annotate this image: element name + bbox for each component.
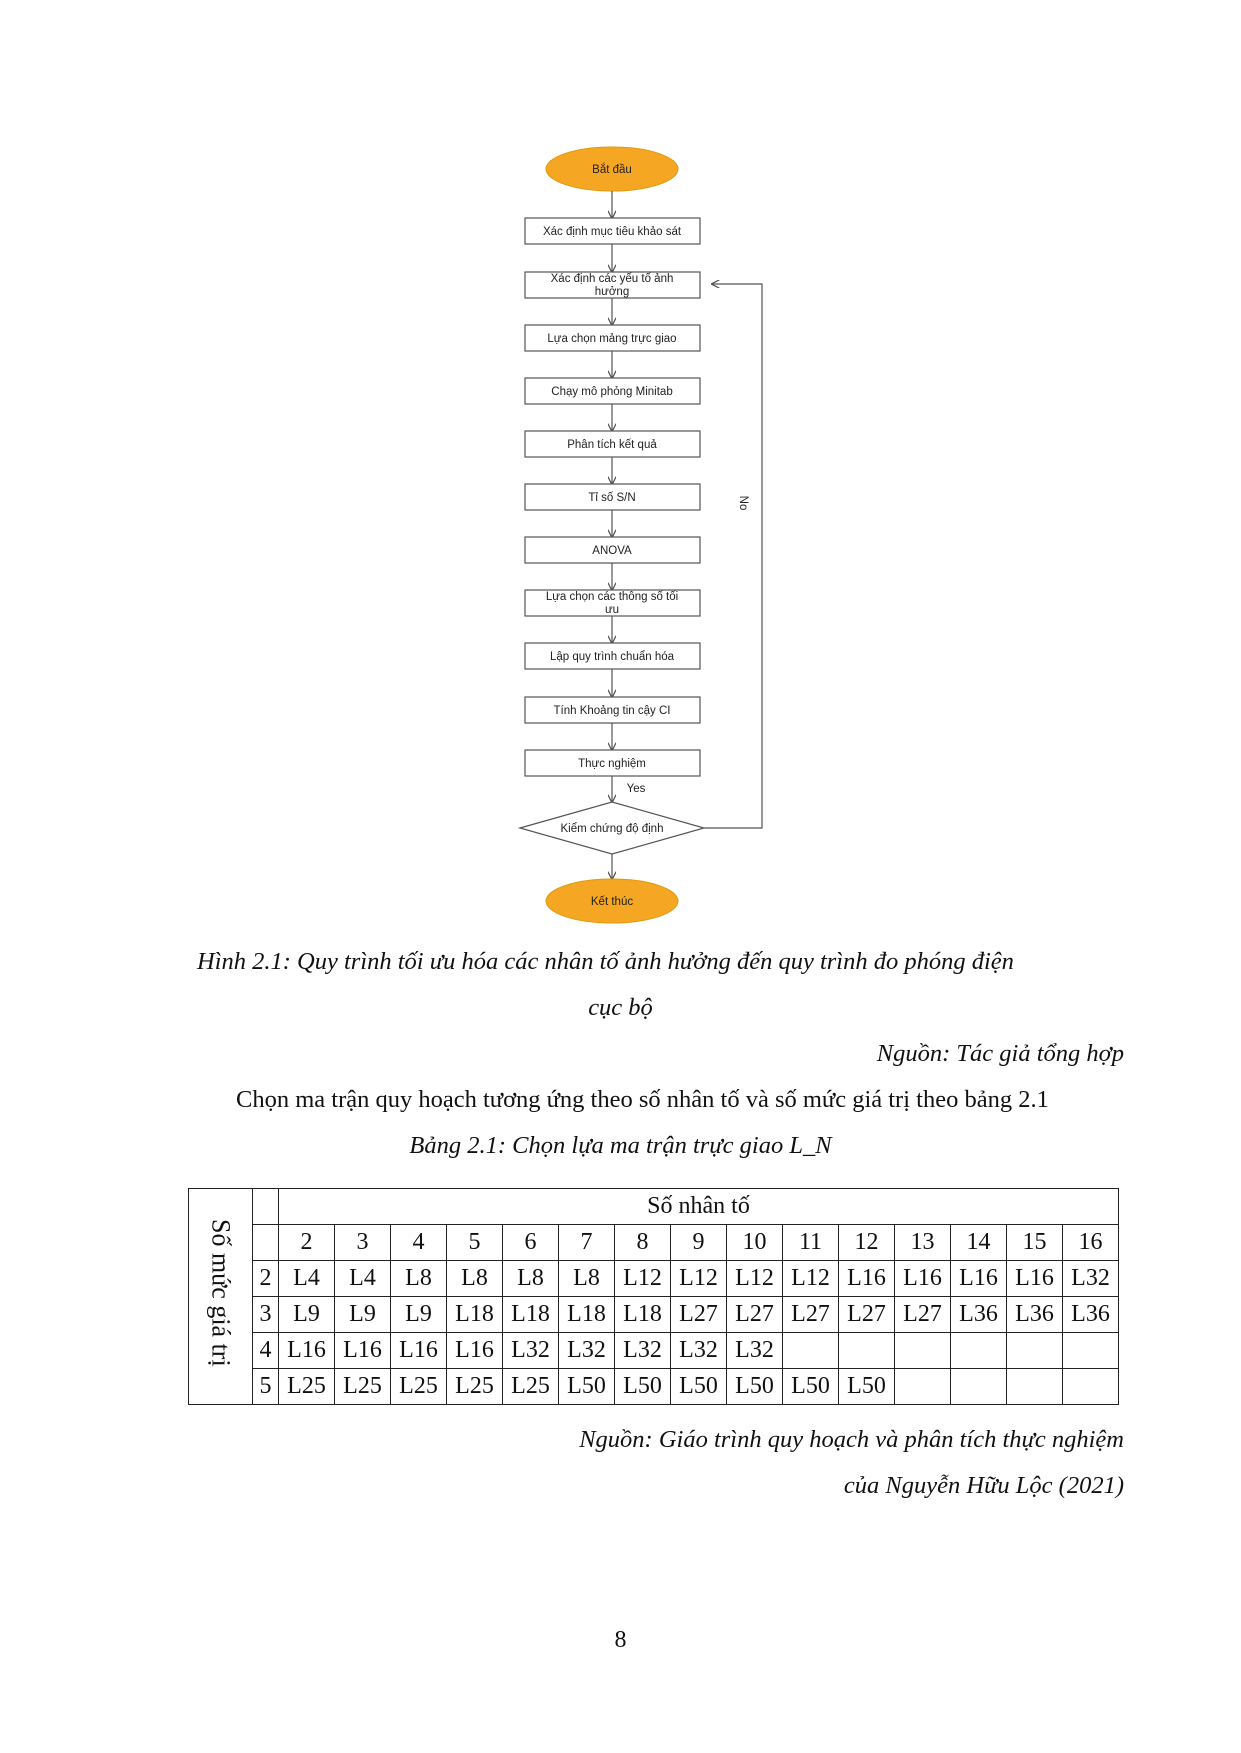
array-cell: L9 <box>335 1297 391 1333</box>
array-cell: L32 <box>671 1333 727 1369</box>
array-cell: L12 <box>615 1261 671 1297</box>
array-cell: L50 <box>671 1369 727 1405</box>
process-label-2-b: hưởng <box>594 286 630 298</box>
factor-count-cell: 10 <box>727 1225 783 1261</box>
table-row <box>189 1297 1119 1333</box>
array-cell: L8 <box>503 1261 559 1297</box>
array-cell <box>895 1333 951 1369</box>
array-cell: L27 <box>783 1297 839 1333</box>
factor-count-cell: 12 <box>839 1225 895 1261</box>
process-label-3: Lựa chọn mảng trực giao <box>547 333 677 345</box>
array-cell: L50 <box>727 1369 783 1405</box>
level-cell: 4 <box>253 1333 279 1369</box>
array-cell: L16 <box>1007 1261 1063 1297</box>
array-cell: L16 <box>951 1261 1007 1297</box>
array-cell: L27 <box>671 1297 727 1333</box>
yes-label: Yes <box>626 783 646 795</box>
array-cell <box>1063 1369 1119 1405</box>
array-cell: L36 <box>1007 1297 1063 1333</box>
factor-count-cell: 9 <box>671 1225 727 1261</box>
decision-label: Kiểm chứng độ định <box>560 823 664 835</box>
end-label: Kết thúc <box>590 896 634 908</box>
process-label-6: Tỉ số S/N <box>588 492 636 504</box>
factor-count-cell: 6 <box>503 1225 559 1261</box>
array-cell: L18 <box>447 1297 503 1333</box>
factor-count-cell: 3 <box>335 1225 391 1261</box>
table-row <box>189 1369 1119 1405</box>
array-cell: L32 <box>559 1333 615 1369</box>
factor-count-cell: 16 <box>1063 1225 1119 1261</box>
row-header-cell <box>189 1189 253 1405</box>
process-label-1: Xác định mục tiêu khảo sát <box>542 226 682 238</box>
process-label-2-a: Xác định các yếu tố ảnh <box>550 273 674 285</box>
array-cell: L50 <box>615 1369 671 1405</box>
table-source-line2: của Nguyễn Hữu Lộc (2021) <box>843 1472 1124 1499</box>
array-cell: L9 <box>391 1297 447 1333</box>
array-cell: L9 <box>279 1297 335 1333</box>
corner-cell <box>253 1225 279 1261</box>
array-cell: L18 <box>503 1297 559 1333</box>
factor-count-cell: 2 <box>279 1225 335 1261</box>
array-cell: L25 <box>503 1369 559 1405</box>
array-cell <box>951 1333 1007 1369</box>
factor-count-cell: 14 <box>951 1225 1007 1261</box>
factor-count-cell: 8 <box>615 1225 671 1261</box>
array-cell: L25 <box>447 1369 503 1405</box>
array-cell: L8 <box>559 1261 615 1297</box>
array-cell: L50 <box>783 1369 839 1405</box>
factor-count-cell: 4 <box>391 1225 447 1261</box>
array-cell: L25 <box>391 1369 447 1405</box>
factor-count-cell: 11 <box>783 1225 839 1261</box>
no-label: No <box>737 495 749 511</box>
page-number: 8 <box>614 1627 627 1653</box>
array-cell: L16 <box>391 1333 447 1369</box>
array-cell <box>783 1333 839 1369</box>
array-cell: L4 <box>279 1261 335 1297</box>
array-cell: L16 <box>335 1333 391 1369</box>
array-cell: L50 <box>559 1369 615 1405</box>
process-label-8-a: Lựa chọn các thông số tối <box>545 591 679 603</box>
array-cell <box>1063 1333 1119 1369</box>
array-cell: L16 <box>839 1261 895 1297</box>
array-cell: L25 <box>335 1369 391 1405</box>
level-cell: 2 <box>253 1261 279 1297</box>
array-cell: L36 <box>1063 1297 1119 1333</box>
array-cell: L16 <box>279 1333 335 1369</box>
process-label-7: ANOVA <box>592 545 632 557</box>
process-label-9: Lập quy trình chuẩn hóa <box>549 651 675 663</box>
array-cell <box>839 1333 895 1369</box>
factor-count-cell: 5 <box>447 1225 503 1261</box>
figure-source: Nguồn: Tác giả tổng hợp <box>876 1040 1124 1067</box>
factor-count-cell: 7 <box>559 1225 615 1261</box>
level-cell: 5 <box>253 1369 279 1405</box>
corner-cell <box>253 1189 279 1225</box>
array-cell: L12 <box>671 1261 727 1297</box>
array-cell: L32 <box>1063 1261 1119 1297</box>
array-cell <box>1007 1333 1063 1369</box>
process-label-8-b: ưu <box>604 604 620 616</box>
array-cell: L25 <box>279 1369 335 1405</box>
array-cell: L8 <box>391 1261 447 1297</box>
array-cell: L18 <box>615 1297 671 1333</box>
array-cell: L16 <box>895 1261 951 1297</box>
array-cell: L27 <box>895 1297 951 1333</box>
array-cell: L16 <box>447 1333 503 1369</box>
array-cell: L50 <box>839 1369 895 1405</box>
table-source-line1: Nguồn: Giáo trình quy hoạch và phân tích thực nghiệm <box>579 1426 1124 1453</box>
no-feedback-line <box>704 284 762 828</box>
array-cell: L4 <box>335 1261 391 1297</box>
factor-count-cell: 15 <box>1007 1225 1063 1261</box>
orthogonal-array-table <box>188 1188 1119 1405</box>
row-header-label: Số mức giá trị <box>206 1219 236 1367</box>
array-cell: L27 <box>839 1297 895 1333</box>
figure-caption-line1: Hình 2.1: Quy trình tối ưu hóa các nhân tố ảnh hưởng đến quy trình đo phóng điện <box>197 948 1014 975</box>
process-label-10: Tính Khoảng tin cậy CI <box>553 705 671 717</box>
array-cell: L32 <box>615 1333 671 1369</box>
array-cell: L32 <box>727 1333 783 1369</box>
process-label-4: Chạy mô phỏng Minitab <box>551 386 673 398</box>
factor-count-cell: 13 <box>895 1225 951 1261</box>
body-paragraph: Chọn ma trận quy hoạch tương ứng theo số nhân tố và số mức giá trị theo bảng 2.1 <box>236 1086 1049 1113</box>
array-cell: L18 <box>559 1297 615 1333</box>
array-cell <box>951 1369 1007 1405</box>
array-cell: L32 <box>503 1333 559 1369</box>
process-label-5: Phân tích kết quả <box>567 439 657 451</box>
array-cell <box>1007 1369 1063 1405</box>
array-cell: L8 <box>447 1261 503 1297</box>
process-label-11: Thực nghiệm <box>578 758 646 770</box>
level-cell: 3 <box>253 1297 279 1333</box>
table-caption: Bảng 2.1: Chọn lựa ma trận trực giao L_N <box>409 1132 832 1159</box>
table-row <box>189 1333 1119 1369</box>
start-label: Bắt đầu <box>592 164 632 176</box>
array-cell: L12 <box>727 1261 783 1297</box>
column-header: Số nhân tố <box>279 1189 1119 1225</box>
array-cell <box>895 1369 951 1405</box>
array-cell: L27 <box>727 1297 783 1333</box>
array-cell: L36 <box>951 1297 1007 1333</box>
figure-caption-line2: cục bộ <box>588 994 653 1021</box>
table-row <box>189 1261 1119 1297</box>
array-cell: L12 <box>783 1261 839 1297</box>
